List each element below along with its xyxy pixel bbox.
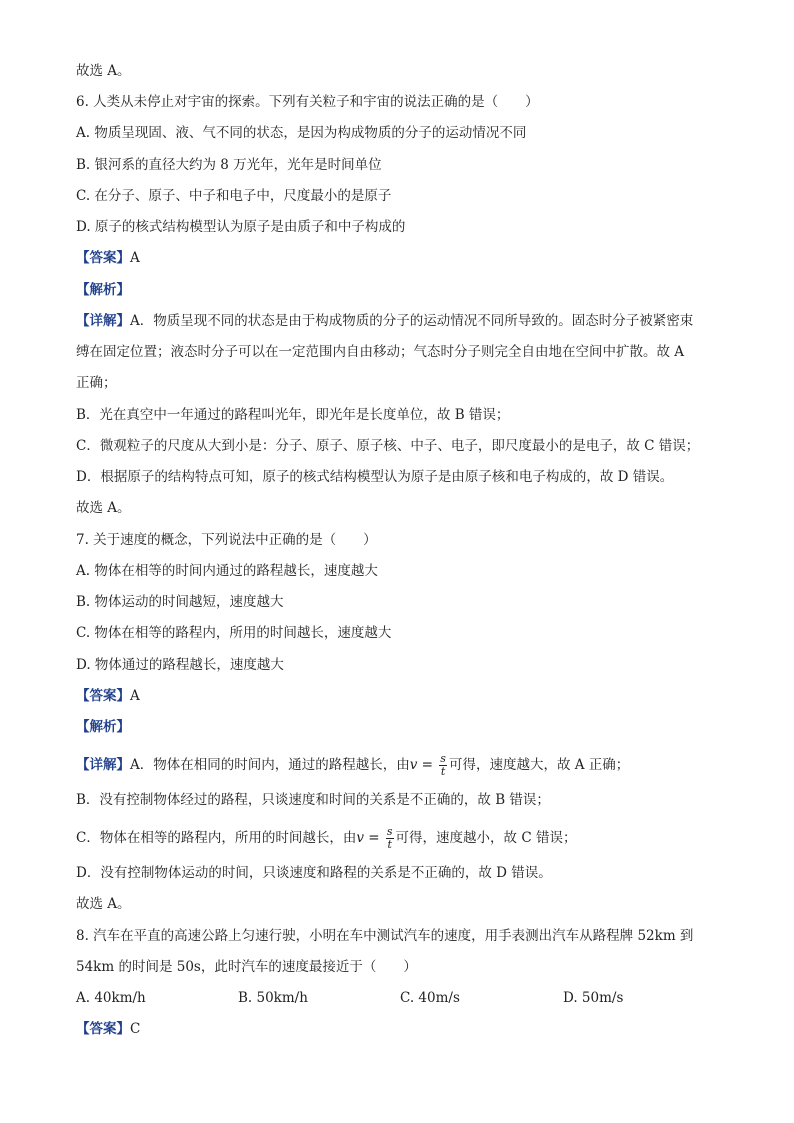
formula-fraction [439,753,447,778]
q6-detail-4: B．光在真空中一年通过的路程叫光年，即光年是长度单位，故 B 错误； [76,407,510,423]
formula-denominator: t [440,765,446,778]
q8-answer [76,1020,140,1038]
q6-option-a: A. 物质呈现固、液、气不同的状态，是因为构成物质的分子的运动情况不同 [76,125,527,141]
answer-tag: 【答案】 [76,1021,130,1037]
q6-option-c: C. 在分子、原子、中子和电子中，尺度最小的是原子 [76,188,392,204]
question-8-line-2: 54km 的时间是 50s，此时汽车的速度最接近于（ ） [76,959,417,975]
line-choose-a: 故选 A。 [76,63,131,79]
q6-option-b: B. 银河系的直径大约为 8 万光年，光年是时间单位 [76,157,382,173]
q6-detail-6: D．根据原子的结构特点可知，原子的核式结构模型认为原子是由原子核和电子构成的，故 D 错误。 [76,469,674,485]
q7-analysis-tag: 【解析】 [76,719,130,735]
q6-conclusion: 故选 A。 [76,500,131,516]
q7-detail-4: D．没有控制物体运动的时间，只谈速度和路程的关系是不正确的，故 D 错误。 [76,865,552,881]
q6-answer [76,249,140,267]
q8-option-d: D. 50m/s [563,990,624,1006]
detail-text: C．物体在相等的路程内，所用的时间越长，由 [76,830,357,846]
q6-detail-1 [76,312,693,330]
answer-value: C [130,1021,141,1037]
q8-option-a: A. 40km/h [76,990,146,1006]
q7-conclusion: 故选 A。 [76,896,131,912]
q6-option-d: D. 原子的核式结构模型认为原子是由质子和中子构成的 [76,219,406,235]
formula-eq: = [417,757,438,773]
q8-option-b: B. 50km/h [238,990,308,1006]
q7-option-d: D. 物体通过的路程越长，速度越大 [76,657,284,673]
question-6: 6. 人类从未停止对宇宙的探索。下列有关粒子和宇宙的说法正确的是（ ） [76,94,539,110]
answer-tag: 【答案】 [76,688,130,704]
answer-tag: 【答案】 [76,250,130,266]
formula-eq: = [363,830,384,846]
detail-tag: 【详解】 [76,313,130,329]
q7-detail-3 [76,826,576,851]
formula-v: v [356,830,364,846]
q6-detail-2: 缚在固定位置；液态时分子可以在一定范围内自由移动；气态时分子则完全自由地在空间中扩散。故 A [76,344,685,360]
q6-analysis-tag: 【解析】 [76,282,130,298]
q6-detail-5: C．微观粒子的尺度从大到小是：分子、原子、原子核、中子、电子，即尺度最小的是电子，故 C 错误； [76,438,700,454]
formula-numerator: s [386,825,393,838]
formula-denominator: t [387,838,392,851]
q7-option-a: A. 物体在相等的时间内通过的路程越长，速度越大 [76,563,378,579]
answer-value: A [130,688,140,704]
detail-text: A．物体在相同的时间内，通过的路程越长，由 [130,757,410,773]
detail-tag: 【详解】 [76,757,130,773]
q8-option-c: C. 40m/s [400,990,460,1006]
question-8-line-1: 8. 汽车在平直的高速公路上匀速行驶，小明在车中测试汽车的速度，用手表测出汽车从路程牌 52km 到 [76,928,694,944]
formula-numerator: s [440,752,446,765]
formula-fraction [386,826,394,851]
q6-detail-3: 正确； [76,375,117,391]
q7-option-c: C. 物体在相等的路程内，所用的时间越长，速度越大 [76,625,392,641]
detail-text: A．物质呈现不同的状态是由于构成物质的分子的运动情况不同所导致的。固态时分子被紧密束 [130,313,694,329]
answer-value: A [130,250,140,266]
q7-detail-1 [76,753,629,778]
detail-text-cont: 可得，速度越小，故 C 错误； [395,830,577,846]
question-7: 7. 关于速度的概念，下列说法中正确的是（ ） [76,532,377,548]
formula-v: v [409,757,418,773]
detail-text-cont: 可得，速度越大，故 A 正确； [448,757,630,773]
q7-option-b: B. 物体运动的时间越短，速度越大 [76,594,284,610]
q7-detail-2: B．没有控制物体经过的路程，只谈速度和时间的关系是不正确的，故 B 错误； [76,792,550,808]
q7-answer [76,687,140,705]
